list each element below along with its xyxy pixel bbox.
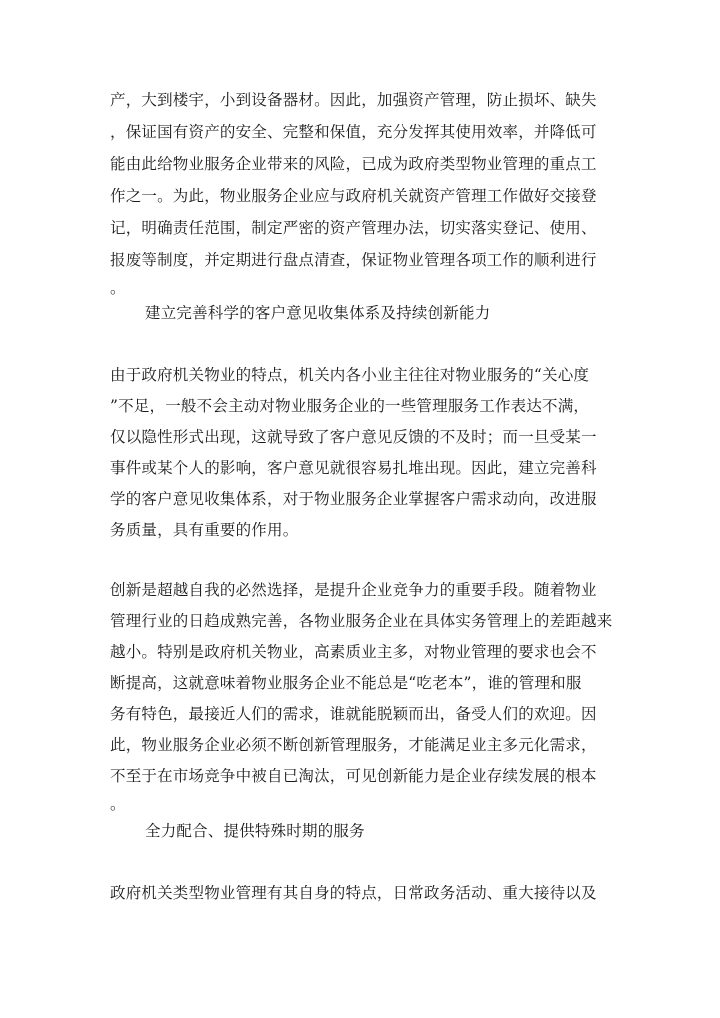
text-line: 产，大到楼宇，小到设备器材。因此，加强资产管理，防止损坏、缺失 [110, 91, 597, 109]
text-line: 作之一。为此，物业服务企业应与政府机关就资产管理工作做好交接登 [110, 187, 597, 205]
text-line: 创新是超越自我的必然选择，是提升企业竞争力的重要手段。随着物业 [110, 581, 597, 599]
text-line: 记，明确责任范围，制定严密的资产管理办法，切实落实登记、使用、 [110, 219, 597, 237]
section-heading-customer-feedback: 建立完善科学的客户意见收集体系及持续创新能力 [145, 304, 491, 322]
text-line: 由于政府机关物业的特点，机关内各小业主往往对物业服务的“关心度 [110, 366, 590, 384]
text-line: 。 [110, 795, 126, 813]
text-line: 务质量，具有重要的作用。 [110, 521, 299, 539]
text-line: 能由此给物业服务企业带来的风险，已成为政府类型物业管理的重点工 [110, 155, 597, 173]
text-line: ”不足，一般不会主动对物业服务企业的一些管理服务工作表达不满， [110, 397, 590, 415]
text-line: ，保证国有资产的安全、完整和保值，充分发挥其使用效率，并降低可 [110, 123, 597, 141]
text-line: 报废等制度，并定期进行盘点清查，保证物业管理各项工作的顺利进行 [110, 251, 597, 269]
text-line: 越小。特别是政府机关物业，高素质业主多，对物业管理的要求也会不 [110, 643, 597, 661]
text-line: 不至于在市场竞争中被自已淘汰，可见创新能力是企业存续发展的根本 [110, 767, 597, 785]
text-line: 仅以隐性形式出现，这就导致了客户意见反馈的不及时；而一旦受某一 [110, 428, 597, 446]
section-heading-special-services: 全力配合、提供特殊时期的服务 [145, 822, 365, 840]
text-line: 务有特色，最接近人们的需求，谁就能脱颖而出，备受人们的欢迎。因 [110, 705, 597, 723]
text-line: 管理行业的日趋成熟完善，各物业服务企业在具体实务管理上的差距越来 [110, 612, 613, 630]
text-line: 事件或某个人的影响，客户意见就很容易扎堆出现。因此，建立完善科 [110, 459, 597, 477]
text-line: 学的客户意见收集体系，对于物业服务企业掌握客户需求动向，改进服 [110, 490, 597, 508]
text-line: 此，物业服务企业必须不断创新管理服务，才能满足业主多元化需求， [110, 736, 597, 754]
text-line: 政府机关类型物业管理有其自身的特点，日常政务活动、重大接待以及 [110, 884, 597, 902]
text-line: 断提高，这就意味着物业服务企业不能总是“吃老本”，谁的管理和服 [110, 674, 582, 692]
text-line: 。 [110, 279, 126, 297]
